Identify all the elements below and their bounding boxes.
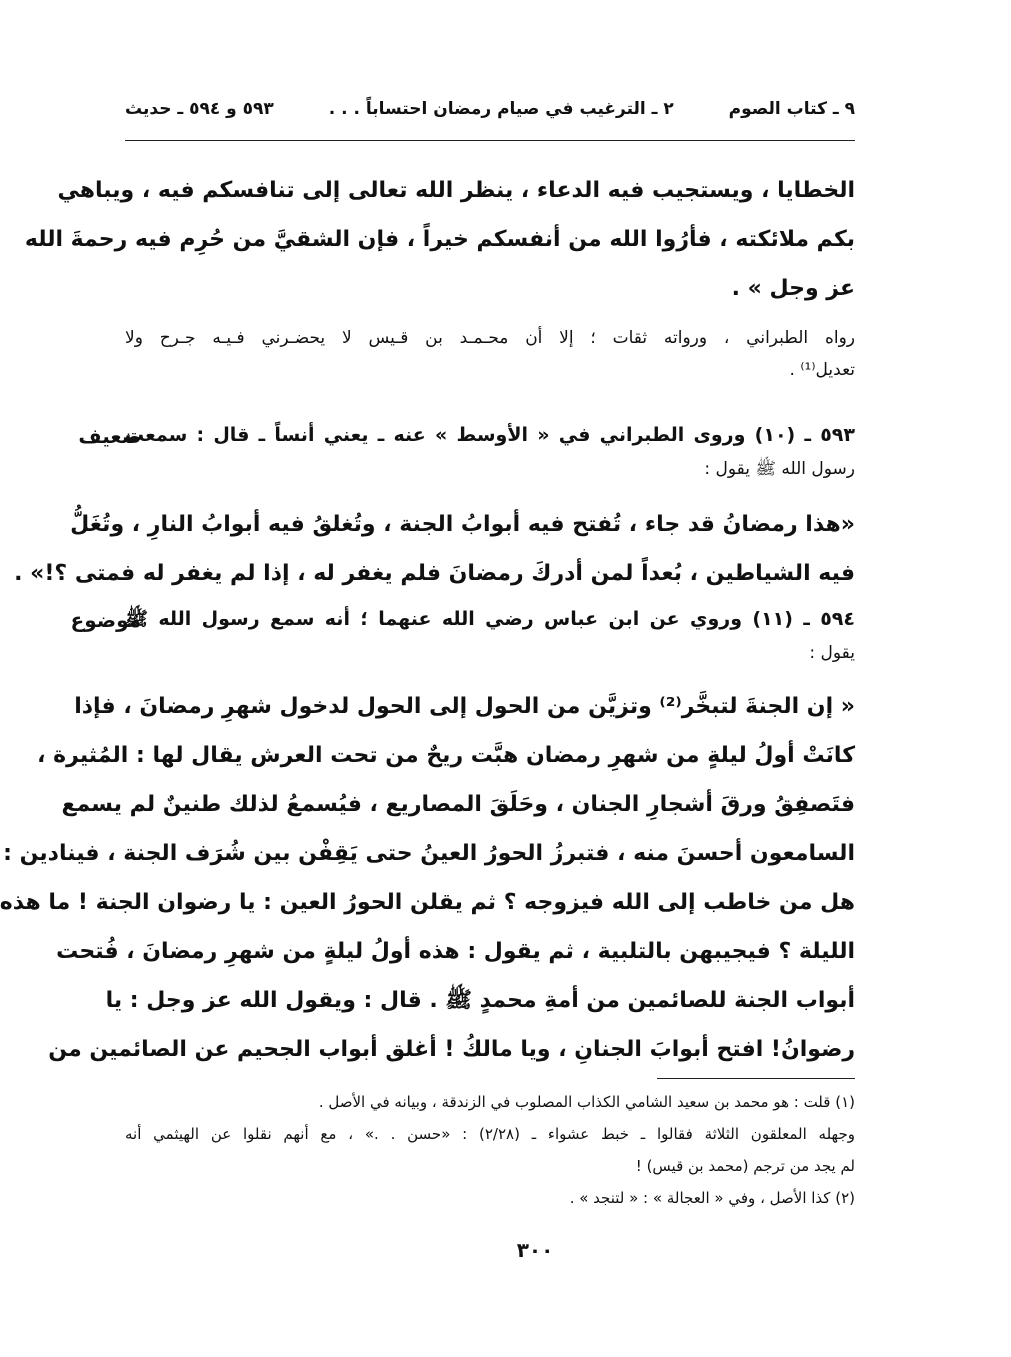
text-line: فتَصفِقُ ورقَ أشجارِ الجنان ، وحَلَقَ المصاريع ، فيُسمعُ لذلك طنينٌ لم يسمع (61, 792, 855, 817)
text-line: رسول الله ﷺ يقول : (704, 459, 855, 479)
hadith-594-intro (125, 602, 855, 670)
text-line: ٥٩٤ ـ (١١) وروي عن ابن عباس رضي الله عنهما ؛ أنه سمع رسول الله ﷺ (125, 608, 855, 630)
header-hadith-range: ٥٩٣ و ٥٩٤ ـ حديث (125, 99, 274, 119)
narration-note (125, 322, 855, 386)
text-line: الليلة ؟ فيجيبهن بالتلبية ، ثم يقول : هذه أولُ ليلةٍ من شهرِ رمضانَ ، فُتحت (56, 939, 855, 964)
page-number: ٣٠٠ (516, 1238, 554, 1262)
text-line: «هذا رمضانُ قد جاء ، تُفتح فيه أبوابُ الجنة ، وتُغلقُ فيه أبوابُ النارِ ، وتُغَلُّ (70, 512, 855, 537)
footnote-line: (٢) كذا الأصل ، وفي « العجالة » : « لتنجد » . (569, 1189, 855, 1207)
header-section: ٢ ـ الترغيب في صيام رمضان احتساباً . . . (328, 99, 674, 119)
text-line: أبواب الجنة للصائمين من أمةِ محمدٍ ﷺ . قال : ويقول الله عز وجل : يا (105, 988, 855, 1013)
text-line: الخطايا ، ويستجيب فيه الدعاء ، ينظر الله تعالى إلى تنافسكم فيه ، ويباهي (57, 178, 855, 203)
header-chapter: ٩ ـ كتاب الصوم (728, 99, 855, 119)
footnote-line: (١) قلت : هو محمد بن سعيد الشامي الكذاب المصلوب في الزندقة ، وبيانه في الأصل . (318, 1093, 855, 1111)
grade-label-594: موضوع (70, 608, 141, 632)
hadith-593-text (14, 500, 855, 598)
footnote-line: لم يجد من ترجم (محمد بن قيس) ! (635, 1157, 855, 1175)
text-line: تعديل⁽¹⁾ . (789, 360, 855, 380)
text-line: هل من خاطب إلى الله فيزوجه ؟ ثم يقلن الحورُ العين : يا رضوان الجنة ! ما هذه (0, 890, 855, 915)
text-line: « إن الجنةَ لتبخَّر⁽²⁾ وتزيَّن من الحول إلى الحول لدخول شهرِ رمضانَ ، فإذا (74, 694, 855, 719)
footnotes (125, 1086, 855, 1214)
hadith-593-intro (125, 418, 855, 486)
grade-label-593: ضعيف (78, 424, 141, 448)
text-line: يقول : (809, 643, 855, 663)
text-line: ٥٩٣ ـ (١٠) وروى الطبراني في « الأوسط » عنه ـ يعني أنساً ـ قال : سمعت (125, 424, 855, 446)
text-line: السامعون أحسنَ منه ، فتبرزُ الحورُ العينُ حتى يَقِفْن بين شُرَف الجنة ، فينادين : (3, 841, 855, 866)
continuation-paragraph (24, 166, 855, 313)
footnote-line: وجهله المعلقون الثلاثة فقالوا ـ خبط عشواء ـ (٢/٢٨) : «حسن . .» ، مع أنهم نقلوا عن الهيثمي أنه (125, 1125, 855, 1143)
footnote-divider (657, 1078, 855, 1079)
text-line: كانَتْ أولُ ليلةٍ من شهرِ رمضان هبَّت ريحٌ من تحت العرش يقال لها : المُثيرة ، (37, 743, 855, 768)
text-line: بكم ملائكته ، فأرُوا الله من أنفسكم خيراً ، فإن الشقيَّ من حُرِم فيه رحمةَ الله (24, 227, 855, 252)
running-header (125, 92, 855, 126)
text-line: عز وجل » . (731, 276, 855, 301)
hadith-594-text (0, 682, 855, 1074)
header-divider (125, 140, 855, 141)
text-line: رواه الطبراني ، ورواته ثقات ؛ إلا أن محـمـد بن قـيس لا يحضـرني فـيـه جـرح ولا (125, 328, 855, 348)
text-line: رضوانُ! افتح أبوابَ الجنانِ ، ويا مالكُ ! أغلق أبواب الجحيم عن الصائمين من (48, 1037, 855, 1062)
text-line: فيه الشياطين ، بُعداً لمن أدركَ رمضانَ فلم يغفر له ، إذا لم يغفر له فمتى ؟!» . (14, 561, 855, 586)
